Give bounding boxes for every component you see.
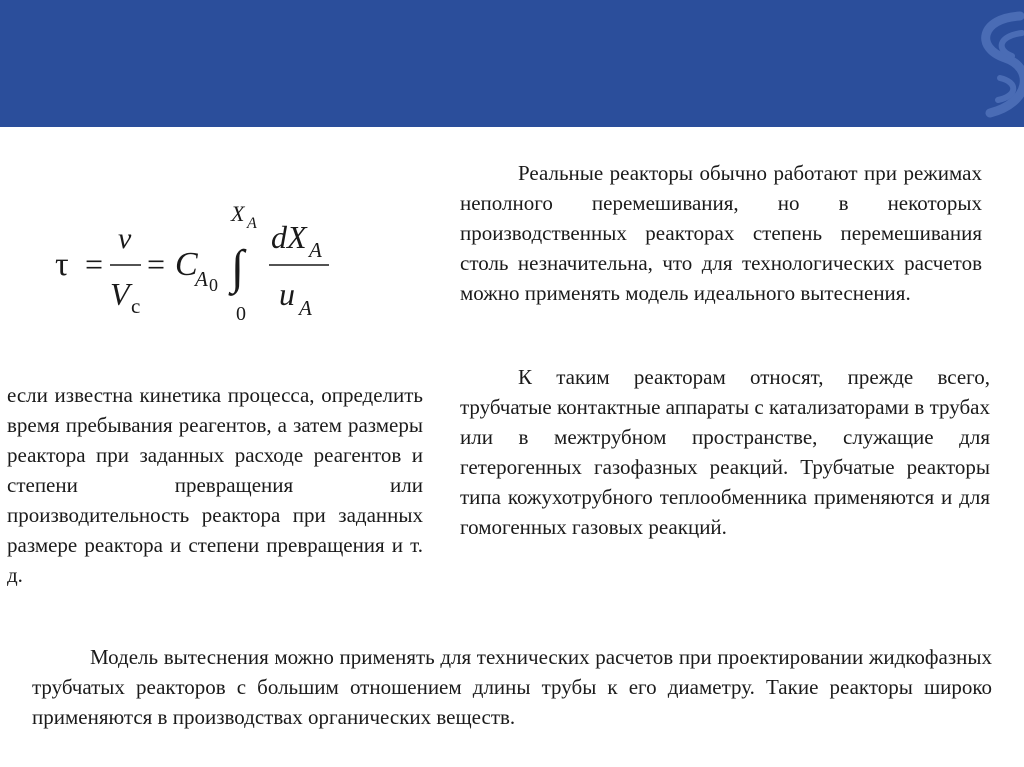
formula-integral: ∫ (231, 241, 245, 294)
formula-C: C (175, 246, 198, 283)
formula-u: u (279, 276, 295, 312)
formula-u-sub: A (299, 296, 312, 320)
formula-equals-1: = (85, 246, 104, 282)
residence-time-formula (55, 195, 345, 325)
formula-upper-X: X (231, 201, 245, 226)
formula-C-sub-A: A (195, 267, 208, 291)
paragraph-tubular-reactors: К таким реакторам относят, прежде всего, трубчатые контактные аппараты с катализаторами в трубах или в межтрубном пространстве, служащие для гетерогенных газофазных реакций. Трубчатые реакторы типа кожухотрубного теплообменника применяются и для гомогенных газовых реакций. (460, 365, 990, 539)
formula-Vc-sub: c (131, 294, 141, 318)
formula-dX-sub: A (309, 238, 322, 262)
swirl-logo-icon (964, 0, 1024, 127)
paragraph-displacement-model: Модель вытеснения можно применять для технических расчетов при проектировании жидкофазных трубчатых реакторов с большим отношением длины трубы к его диаметру. Такие реакторы широко применяются в производствах органических веществ. (32, 645, 992, 729)
formula-C-sub-0: 0 (209, 275, 218, 295)
formula-v: v (118, 222, 132, 255)
header-bar (0, 0, 1024, 127)
formula-V: V (110, 276, 130, 312)
formula-equals-2: = (147, 246, 166, 282)
formula-dX: dX (271, 219, 307, 255)
paragraph-real-reactors: Реальные реакторы обычно работают при режимах неполного перемешивания, но в некоторых производственных реакторах степень перемешивания столь незначительна, что для технологических расчетов можно применять модель идеального вытеснения. (460, 161, 982, 305)
formula-tau: τ (55, 246, 69, 283)
formula-lower-limit: 0 (236, 303, 246, 325)
formula-upper-A: A (247, 215, 257, 232)
paragraph-kinetics: если известна кинетика процесса, определить время пребывания реагентов, а затем размеры реактора при заданных расходе реагентов и степени превращения или производительность реактора при заданных размере реактора и степени превращения и т. д. (7, 383, 423, 587)
